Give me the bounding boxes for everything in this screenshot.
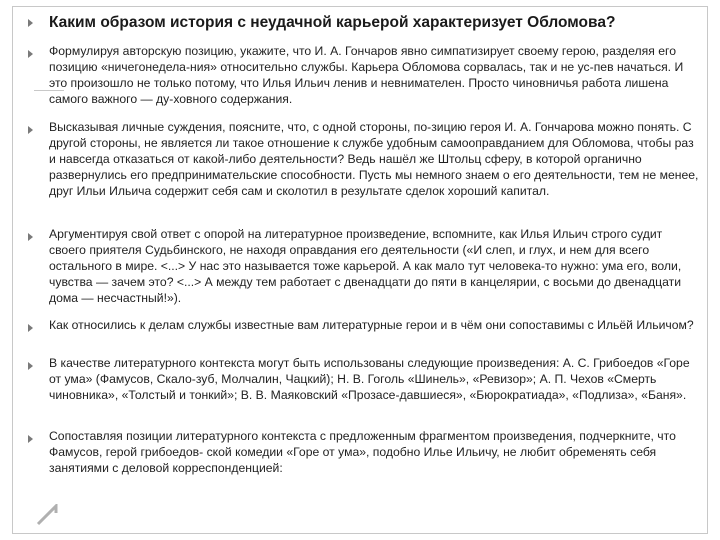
bullet-arrow-icon xyxy=(28,50,33,58)
divider-line xyxy=(34,90,64,91)
slide-title: Каким образом история с неудачной карьерой характеризует Обломова? xyxy=(49,14,616,31)
bullet-arrow-icon xyxy=(28,324,33,332)
bullet-item-1: Формулируя авторскую позицию, укажите, что И. А. Гончаров явно симпатизирует своему герою, разделяя его позицию «ничегонедела-ния» относительно службы. Карьера Обломова сорвалась, так и не ус-пев начаться. И это произошло не только потому, что Илья Ильич ленив и невнимателен. Просто чиновничья работа лишена самого важного — ду-ховного содержания. xyxy=(49,44,684,107)
bullet-item-3: Аргументируя свой ответ с опорой на литературное произведение, вспомните, как Илья Ильич строго судит своего приятеля Судьбинского, не находя оправдания его деятельности («И слеп, и глух, и нем для всего остального в мире. <...> У нас это называется тоже карьерой. А как мало тут человека-то нужно: ума его, воли, чувства — зачем это? <...> А между тем работает с двенадцати до пяти в канцелярии, с восьми до двенадцати дома — несчастный!»). xyxy=(49,227,682,306)
bullet-arrow-icon xyxy=(28,126,33,134)
bullet-arrow-icon xyxy=(28,233,33,241)
bullet-item-5: В качестве литературного контекста могут быть использованы следующие произведения: А. С. Грибоедов «Горе от ума» (Фамусов, Скало-зуб, Молчалин, Чацкий); Н. В. Гоголь «Шинель», «Ревизор»; А. П. Чехов «Смерть чиновника», «Толстый и тонкий»; В. В. Маяковский «Прозасе-давшиеся», «Бюрократиада», «Подлиза», «Баня». xyxy=(49,356,690,403)
bullet-item-2: Высказывая личные суждения, поясните, что, с одной стороны, по-зицию героя И. А. Гончарова можно понять. С другой стороны, не является ли такое отношение к службе удобным самооправданием для Обломова, чтобы раз и навсегда отказаться от какой-либо деятельности? Ведь нашёл же Штольц сферу, в которой органично развернулись его предпринимательские способности. Пусть мы немного знаем о его деятельности, тем не менее, друг Ильи Ильича содержит себя сам и сколотил в результате сделок хороший капитал. xyxy=(49,120,699,199)
bullet-arrow-icon xyxy=(28,362,33,370)
corner-decoration-icon xyxy=(36,504,58,526)
bullet-arrow-icon xyxy=(28,19,33,27)
bullet-item-4: Как относились к делам службы известные вам литературные герои и в чём они сопоставимы с Ильёй Ильичом? xyxy=(49,318,694,332)
bullet-arrow-icon xyxy=(28,435,33,443)
bullet-item-6: Сопоставляя позиции литературного контекста с предложенным фрагментом произведения, подчеркните, что Фамусов, герой грибоедов- ской комедии «Горе от ума», подобно Илье Ильичу, не любит обременять себя занятиями с деловой корреспонденцией: xyxy=(49,429,676,476)
